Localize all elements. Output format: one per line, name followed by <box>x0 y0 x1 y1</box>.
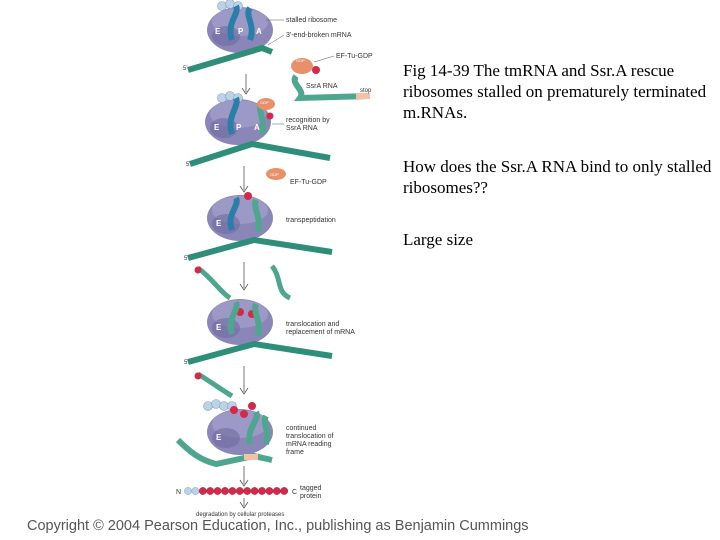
peptide-bead <box>207 487 214 494</box>
site-e-2: E <box>214 123 220 132</box>
peptide-bead <box>273 487 280 494</box>
site-e-4: E <box>216 323 222 332</box>
five-prime-label-3: 5' <box>184 256 189 262</box>
ala-tag-1 <box>312 66 320 74</box>
copyright-notice: Copyright © 2004 Pearson Education, Inc., publishing as Benjamin Cummings <box>27 518 529 534</box>
gdp-tag-3: GDP <box>270 172 279 177</box>
label-tagged-1: tagged <box>300 485 322 492</box>
peptide-bead <box>229 487 236 494</box>
five-prime-label-4: 5' <box>184 360 189 366</box>
label-continued-2: translocation of <box>286 433 334 440</box>
c-terminus: C <box>292 489 298 496</box>
peptide-bead <box>258 487 265 494</box>
question-text: How does the Ssr.A RNA bind to only stalled ribosomes?? <box>403 157 712 197</box>
n-terminus: N <box>176 489 182 496</box>
label-degradation: degradation by cellular proteases <box>196 512 285 518</box>
peptide-bead <box>214 487 221 494</box>
tagged-protein <box>176 485 322 518</box>
peptide-bead <box>281 487 288 494</box>
label-broken-mrna: 3'-end-broken mRNA <box>286 32 352 39</box>
gdp-tag-2: GDP <box>260 100 269 105</box>
label-continued-1: continued <box>286 425 317 432</box>
figure-caption: Fig 14-39 The tmRNA and Ssr.A rescue ribosomes stalled on prematurely terminated m.RNAs. <box>403 61 707 122</box>
site-e: E <box>215 27 221 36</box>
site-p: P <box>238 27 244 36</box>
site-a-2: A <box>254 123 260 132</box>
peptide-bead <box>244 487 251 494</box>
peptide-bead <box>236 487 243 494</box>
size-note: Large size <box>403 230 474 249</box>
label-tagged-2: protein <box>300 493 322 500</box>
site-p-2: P <box>236 123 242 132</box>
label-translocation-1: translocation and <box>286 321 340 328</box>
label-ef-tu-gdp: EF-Tu-GDP <box>290 179 327 186</box>
panel-stalled-ribosome <box>183 0 373 99</box>
label-translocation-2: replacement of mRNA <box>286 329 355 336</box>
label-stop: stop <box>360 88 372 94</box>
panel-continued <box>178 402 334 464</box>
label-ef-tu-gtp: EF-Tu-GDP <box>336 53 373 60</box>
label-ssra-rna: SsrA RNA <box>306 83 338 90</box>
five-prime-label-2: 5' <box>186 162 191 168</box>
label-recognition-1: recognition by <box>286 117 330 124</box>
peptide-bead <box>221 487 228 494</box>
peptide-bead <box>192 487 199 494</box>
site-a: A <box>256 27 262 36</box>
panel-transpeptidation <box>184 192 336 298</box>
label-transpeptidation: transpeptidation <box>286 217 336 224</box>
panel-recognition <box>186 92 330 169</box>
site-e-5: E <box>216 433 222 442</box>
peptide-bead <box>184 487 191 494</box>
label-continued-3: mRNA reading <box>286 441 332 448</box>
peptide-bead <box>251 487 258 494</box>
peptide-bead <box>199 487 206 494</box>
site-e-3: E <box>216 219 222 228</box>
label-recognition-2: SsrA RNA <box>286 125 318 132</box>
gdp-tag: GDP <box>296 58 305 63</box>
peptide-bead <box>266 487 273 494</box>
panel-translocation <box>184 299 355 411</box>
label-stalled-ribosome: stalled ribosome <box>286 17 337 24</box>
label-continued-4: frame <box>286 449 304 456</box>
five-prime-label: 5' <box>183 66 188 72</box>
